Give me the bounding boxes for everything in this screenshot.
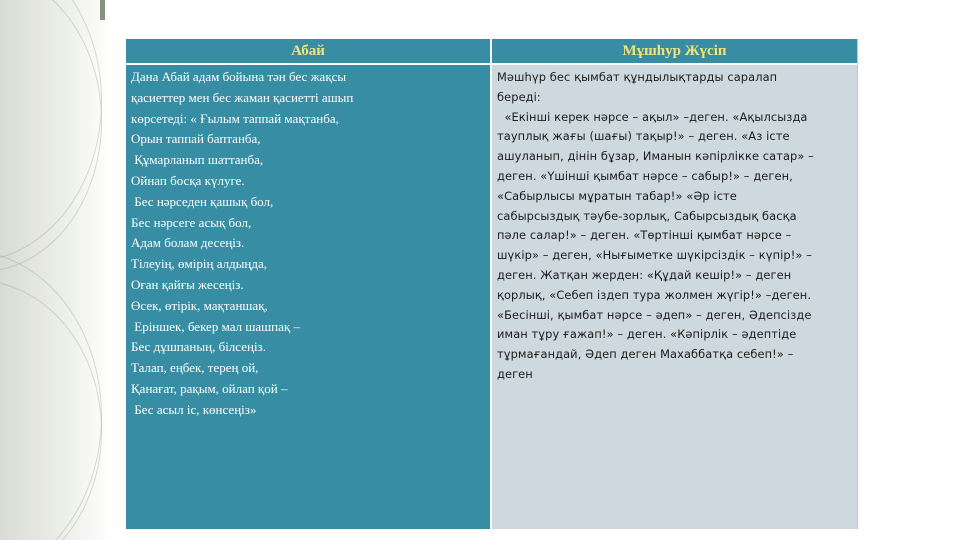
abai-line: Орын таппай баптанба, <box>131 131 261 147</box>
header-mashhur-zhusip: Мұшһур Жүсіп <box>492 39 857 63</box>
comparison-table <box>126 39 858 529</box>
abai-line: Бес дұшпаның, білсеңіз. <box>131 339 266 355</box>
mashhur-line: сабырсыздық тәубе-зорлық, Сабырсыздық басқа <box>497 208 797 223</box>
mashhur-line: тұрмағандай, Әдеп деген Махаббатқа себеп!» – <box>497 347 794 362</box>
abai-line: Талап, еңбек, терең ой, <box>131 360 259 376</box>
mashhur-line: «Бесінші, қымбат нәрсе – әдеп» – деген, Әдепсізде <box>497 307 812 322</box>
mashhur-line: шүкір» – деген, «Нығыметке шүкірсіздік – күпір!» – <box>497 248 812 263</box>
mashhur-line: «Екінші керек нәрсе – ақыл» –деген. «Ақылсызда <box>497 109 808 124</box>
mashhur-line: «Сабырлысы мұратын табар!» «Әр істе <box>497 188 737 203</box>
abai-line: Құмарланып шаттанба, <box>131 152 264 168</box>
mashhur-line: береді: <box>497 89 541 104</box>
mashhur-line: қорлық, «Себеп іздеп тура жолмен жүгір!» –деген. <box>497 287 812 302</box>
abai-line: Өсек, өтірік, мақтаншақ, <box>131 297 268 313</box>
abai-line: Тілеуің, өмірің алдыңда, <box>131 256 268 272</box>
decorative-mark <box>100 0 105 20</box>
abai-line: Қанағат, рақым, ойлап қой – <box>131 380 288 396</box>
abai-line: Бес нәрседен қашық бол, <box>131 193 274 209</box>
abai-cell <box>126 65 490 529</box>
abai-line: Оған қайғы жесеңіз. <box>131 276 244 292</box>
mashhur-line: иман тұру ғажап!» – деген. «Кәпірлік – әдептіде <box>497 327 797 342</box>
mashhur-line: ашуланып, дінін бұзар, Иманын кәпірлікке сатар» – <box>497 149 814 164</box>
abai-line: Ойнап босқа күлуге. <box>131 172 245 188</box>
decorative-side-panel <box>0 0 112 540</box>
mashhur-cell <box>492 65 857 529</box>
abai-line: қасиеттер мен бес жаман қасиетті ашып <box>131 89 354 105</box>
mashhur-line: Мәшһүр бес қымбат құндылықтарды саралап <box>497 70 778 84</box>
abai-line: Дана Абай адам бойына тән бес жақсы <box>131 69 347 84</box>
mashhur-line: тауплық жағы (шағы) тақыр!» – деген. «Аз істе <box>497 129 790 144</box>
header-abai: Абай <box>126 39 490 63</box>
mashhur-line: деген <box>497 366 533 381</box>
abai-line: Еріншек, бекер мал шашпақ – <box>131 318 300 334</box>
mashhur-line: деген. Жатқан жерден: «Құдай кешір!» – деген <box>497 267 792 282</box>
mashhur-line: пәле салар!» – деген. «Төртінші қымбат нәрсе – <box>497 228 792 243</box>
abai-line: Бес асыл іс, көнсеңіз» <box>131 401 257 417</box>
abai-line: Адам болам десеңіз. <box>131 235 245 251</box>
mashhur-line: деген. «Үшінші қымбат нәрсе – сабыр!» – деген, <box>497 168 793 183</box>
abai-line: көрсетеді: « Ғылым таппай мақтанба, <box>131 110 339 126</box>
abai-line: Бес нәрсеге асық бол, <box>131 214 252 230</box>
